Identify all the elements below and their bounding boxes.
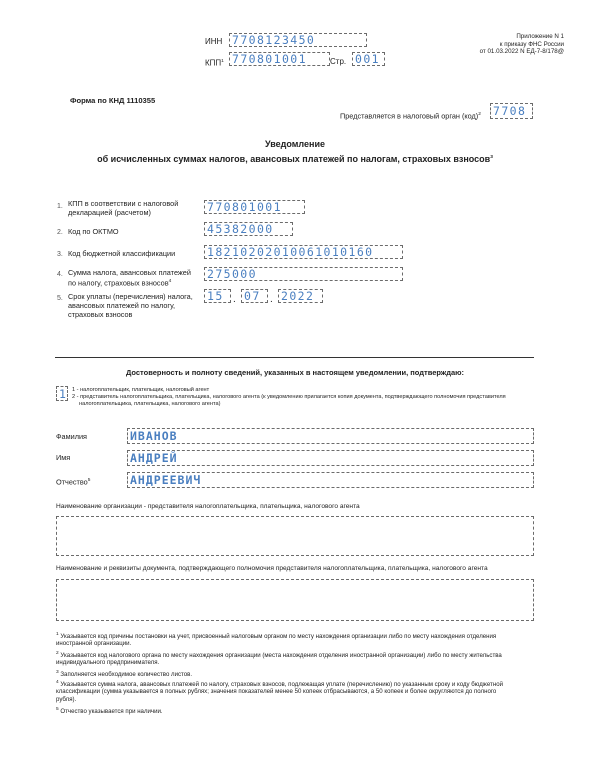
annex-line-2: к приказу ФНС России (499, 40, 564, 48)
page-label: Стр. (330, 57, 347, 66)
page-field[interactable]: 001 (352, 52, 385, 66)
annex-line-1: Приложение N 1 (516, 33, 564, 40)
footnote-2: $^2$ Указывается код налогового органа по месту нахождения организации (места нахождения отделения иностранной организации) либо по месту жительства индивидуального предпринимателя. (56, 651, 502, 667)
annex-line-3: от 01.03.2022 N ЕД-7-8/178@ (479, 48, 564, 55)
date-separator-1: . (233, 294, 236, 305)
row-3-label: Код бюджетной классификации (68, 249, 176, 258)
signer-code-field[interactable]: 1 (56, 386, 68, 401)
org-label: Наименование организации - представителя налогоплательщика, плательщика, налогового агента (56, 503, 360, 510)
due-year-field[interactable]: 2022 (278, 289, 323, 303)
surname-label: Фамилия (56, 432, 87, 441)
confirm-heading: Достоверность и полноту сведений, указанных в настоящем уведомлении, подтверждаю: (125, 368, 465, 377)
patronymic-field[interactable]: АНДРЕЕВИЧ (127, 472, 534, 488)
inn-field[interactable]: 7708123450 (229, 33, 367, 47)
form-code: Форма по КНД 1110355 (70, 96, 156, 105)
footnote-4: $^4$ Указывается сумма налога, авансовых платежей по налогу, страховых взносов, подлежащая уплате (перечислению) по указанным сроку и коду бюджетной классификации (сумма указывается в полных рублях; значения показателей менее 50 копеек отбрасываются, а 50 копеек и более округляются до полного рубля). (56, 680, 503, 703)
tax-authority-code-field[interactable]: 7708 (490, 103, 533, 119)
date-separator-2: . (270, 294, 273, 305)
surname-field[interactable]: ИВАНОВ (127, 428, 534, 444)
org-name-field[interactable] (56, 516, 534, 556)
row-5-label: Срок уплаты (перечисления) налога, авансовых платежей по налогу, страховых взносов (68, 292, 193, 319)
section-divider (55, 357, 534, 358)
footnote-1: $^1$ Указывается код причины постановки на учет, присвоенный налоговым органом по месту нахождения организации либо по месту нахождения отделения иностранной организации. (56, 632, 497, 648)
inn-label: ИНН (205, 37, 223, 46)
title-line-2: об исчисленных суммах налогов, авансовых платежей по налогам, страховых взносов$^3$ (97, 154, 493, 164)
signer-option-2: 2 - представитель налогоплательщика, плательщика, налогового агента (к уведомлению прилагается копия документа, подтверждающего полномочия представителя налогоплательщика, плательщика, налогового агента) (72, 393, 506, 407)
authority-document-field[interactable] (56, 579, 534, 621)
patronymic-label: Отчество$^5$ (56, 477, 91, 487)
row-4-label: Сумма налога, авансовых платежей по налогу, страховых взносов$^4$ (68, 268, 191, 288)
annex-note (430, 33, 564, 56)
oktmo-field[interactable]: 45382000 (204, 222, 293, 236)
kpp-field[interactable]: 770801001 (229, 52, 330, 66)
footnote-5: $^5$ Отчество указывается при наличии. (56, 707, 163, 716)
row-3-number: 3. (57, 251, 63, 258)
kpp-label: КПП$^1$ (205, 58, 224, 68)
title-line-1: Уведомление (264, 139, 325, 149)
page-title (0, 138, 590, 166)
name-label: Имя (56, 453, 71, 462)
tax-amount-field[interactable]: 275000 (204, 267, 403, 281)
kpp-row-field[interactable]: 770801001 (204, 200, 305, 214)
row-1-number: 1. (57, 203, 63, 210)
kbk-field[interactable]: 18210202010061010160 (204, 245, 403, 259)
row-2-number: 2. (57, 229, 63, 236)
signer-option-1: 1 - налогоплательщик, плательщик, налоговый агент (72, 387, 210, 393)
name-field[interactable]: АНДРЕЙ (127, 450, 534, 466)
due-day-field[interactable]: 15 (204, 289, 231, 303)
tax-authority-label: Представляется в налоговый орган (код)$^2$ (340, 111, 481, 121)
due-month-field[interactable]: 07 (241, 289, 268, 303)
row-1-label: КПП в соответствии с налоговой декларацией (расчетом) (68, 199, 179, 217)
row-4-number: 4. (57, 271, 63, 278)
signer-options (72, 387, 512, 408)
footnote-3: $^3$ Заполняется необходимое количество листов. (56, 670, 193, 679)
doc-label: Наименование и реквизиты документа, подтверждающего полномочия представителя налогоплательщика, плательщика, налогового агента (56, 565, 488, 572)
row-5-number: 5. (57, 295, 63, 302)
row-2-label: Код по ОКТМО (68, 227, 119, 236)
